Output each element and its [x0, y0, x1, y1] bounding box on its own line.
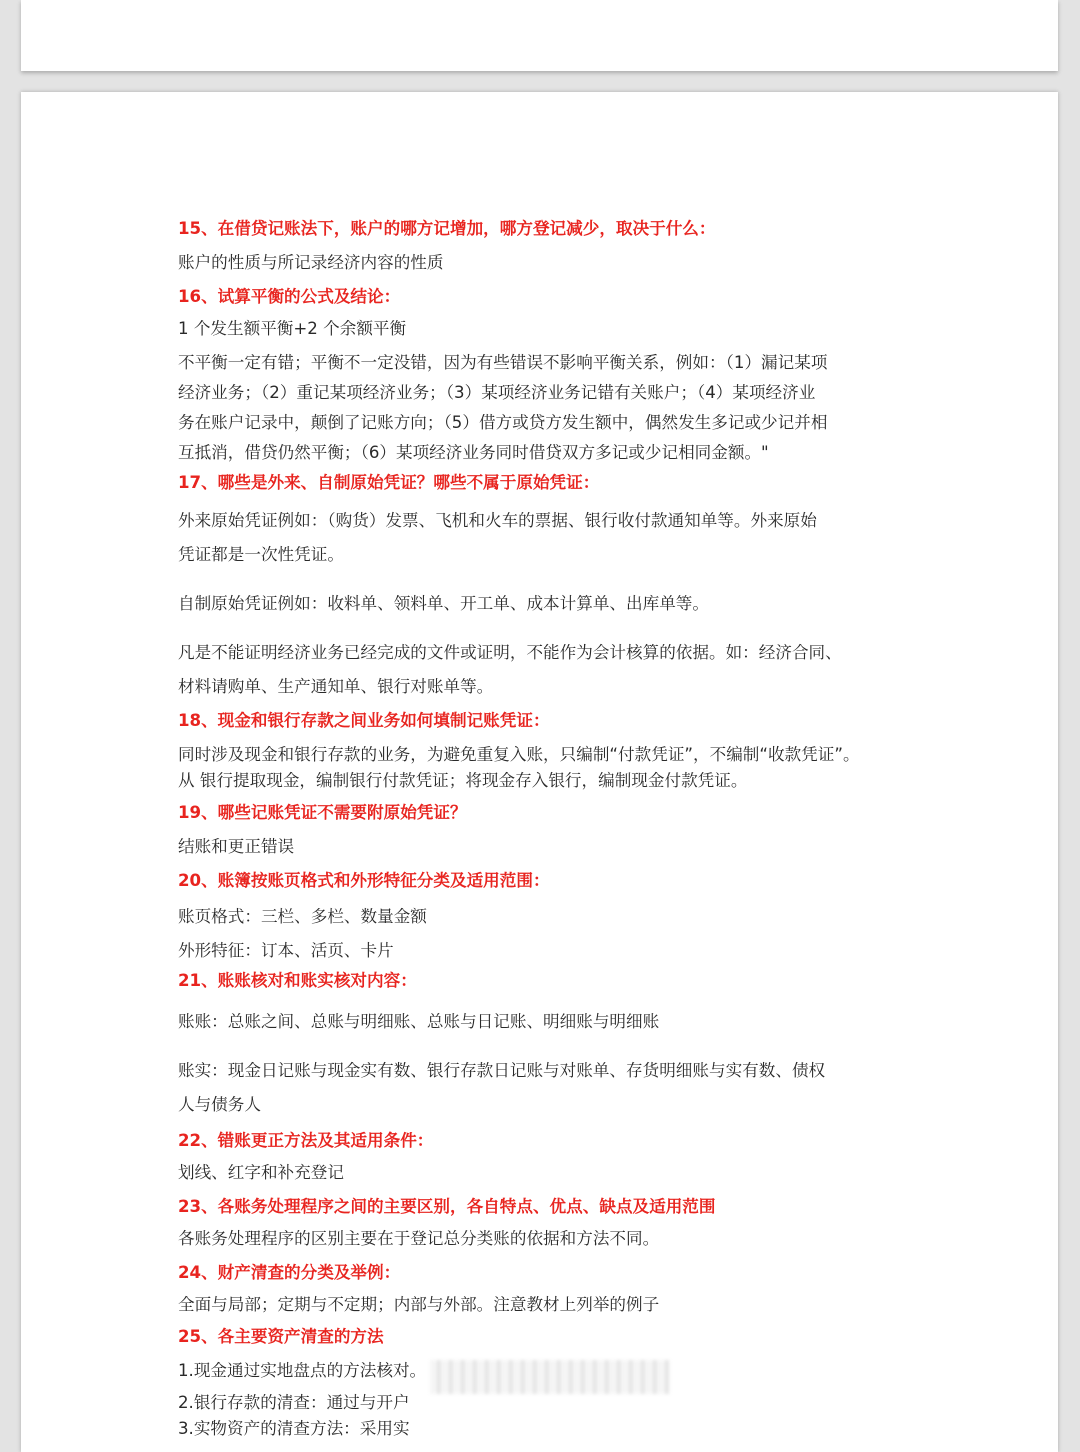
answer-20-line-1: 账页格式：三栏、多栏、数量金额	[178, 907, 427, 926]
answer-23-line-1: 各账务处理程序的区别主要在于登记总分类账的依据和方法不同。	[178, 1229, 660, 1248]
answer-19-line-1: 结账和更正错误	[178, 837, 295, 856]
heading-24: 24、财产清查的分类及举例：	[178, 1263, 401, 1282]
answer-15-line-1: 账户的性质与所记录经济内容的性质	[178, 253, 444, 272]
answer-17-line-1: 外来原始凭证例如：（购货）发票、飞机和火车的票据、银行收付款通知单等。外来原始	[178, 511, 817, 530]
answer-21-line-2: 账实：现金日记账与现金实有数、银行存款日记账与对账单、存货明细账与实有数、债权	[178, 1061, 826, 1080]
answer-18-line-1: 同时涉及现金和银行存款的业务，为避免重复入账，只编制“付款凭证”，不编制“收款凭证”。	[178, 745, 860, 764]
heading-22: 22、错账更正方法及其适用条件：	[178, 1131, 434, 1150]
answer-22-line-1: 划线、红字和补充登记	[178, 1163, 344, 1182]
answer-25-line-1: 1.现金通过实地盘点的方法核对。	[178, 1361, 427, 1380]
answer-17-line-5: 材料请购单、生产通知单、银行对账单等。	[178, 677, 494, 696]
answer-20-line-2: 外形特征：订本、活页、卡片	[178, 941, 394, 960]
answer-21-line-3: 人与债务人	[178, 1095, 261, 1114]
answer-16-line-2: 不平衡一定有错；平衡不一定没错，因为有些错误不影响平衡关系，例如：（1）漏记某项	[178, 353, 828, 372]
previous-page	[21, 0, 1058, 71]
document-page	[21, 92, 1058, 1452]
answer-16-line-3: 经济业务；（2）重记某项经济业务；（3）某项经济业务记错有关账户；（4）某项经济业	[178, 383, 816, 402]
answer-16-line-4: 务在账户记录中，颠倒了记账方向；（5）借方或贷方发生额中，偶然发生多记或少记并相	[178, 413, 828, 432]
heading-19: 19、哪些记账凭证不需要附原始凭证？	[178, 803, 467, 822]
heading-15: 15、在借贷记账法下，账户的哪方记增加，哪方登记减少，取决于什么：	[178, 219, 716, 238]
answer-25-line-2: 2.银行存款的清查：通过与开户	[178, 1393, 410, 1412]
answer-24-line-1: 全面与局部；定期与不定期；内部与外部。注意教材上列举的例子	[178, 1295, 660, 1314]
answer-25-line-3: 3.实物资产的清查方法：采用实	[178, 1419, 410, 1438]
answer-18-line-2: 从 银行提取现金，编制银行付款凭证；将现金存入银行，编制现金付款凭证。	[178, 771, 748, 790]
heading-21: 21、账账核对和账实核对内容：	[178, 971, 417, 990]
answer-16-line-5: 互抵消，借贷仍然平衡；（6）某项经济业务同时借贷双方多记或少记相同金额。"	[178, 443, 769, 462]
heading-25: 25、各主要资产清查的方法	[178, 1327, 384, 1346]
answer-21-line-1: 账账：总账之间、总账与明细账、总账与日记账、明细账与明细账	[178, 1012, 660, 1031]
answer-16-line-1: 1 个发生额平衡+2 个余额平衡	[178, 319, 407, 338]
answer-17-line-2: 凭证都是一次性凭证。	[178, 545, 344, 564]
heading-17: 17、哪些是外来、自制原始凭证？哪些不属于原始凭证：	[178, 473, 600, 492]
heading-16: 16、试算平衡的公式及结论：	[178, 287, 401, 306]
heading-18: 18、现金和银行存款之间业务如何填制记账凭证：	[178, 711, 550, 730]
answer-17-line-3: 自制原始凭证例如：收料单、领料单、开工单、成本计算单、出库单等。	[178, 594, 709, 613]
answer-17-line-4: 凡是不能证明经济业务已经完成的文件或证明，不能作为会计核算的依据。如：经济合同、	[178, 643, 842, 662]
blurred-redaction	[430, 1360, 670, 1394]
heading-20: 20、账簿按账页格式和外形特征分类及适用范围：	[178, 871, 550, 890]
heading-23: 23、各账务处理程序之间的主要区别，各自特点、优点、缺点及适用范围	[178, 1197, 716, 1216]
